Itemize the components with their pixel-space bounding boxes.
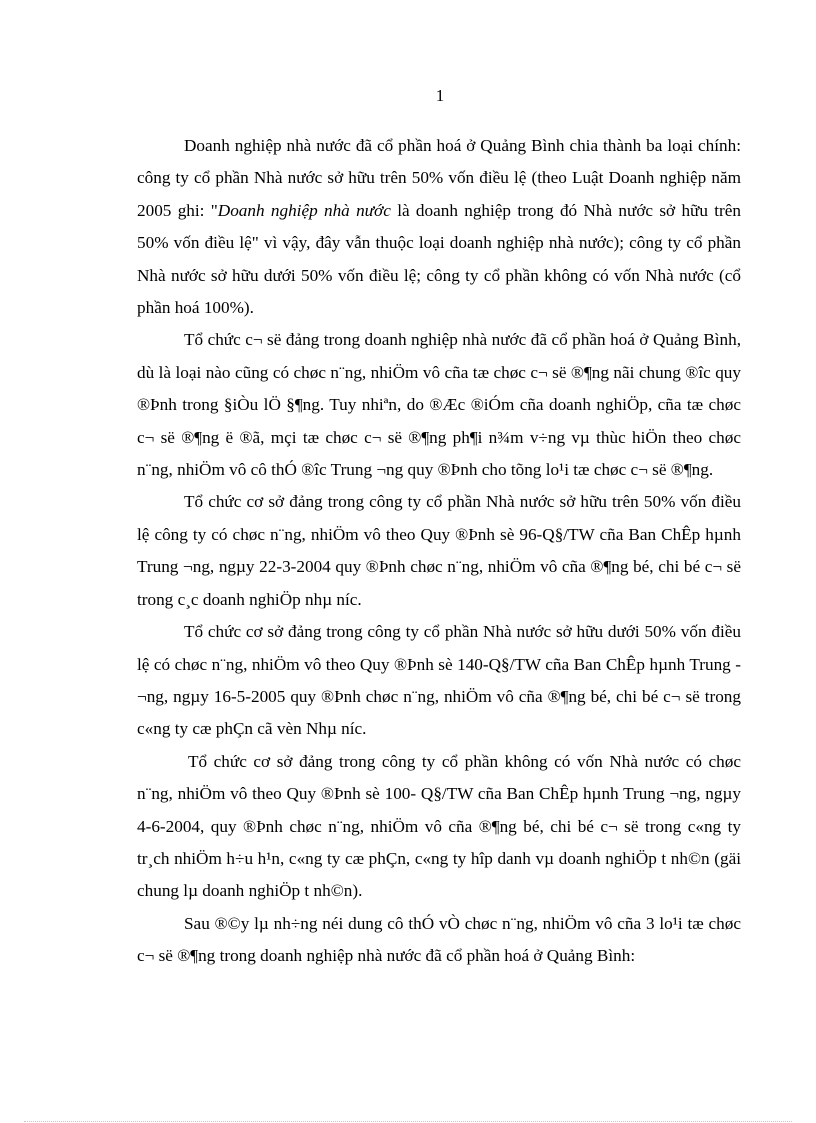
paragraph-1-start: Doanh nghiệp nhà nước đã cổ phần hoá ở Quảng Bình chia thành ba loại chính: công ty cổ phần Nhà nước sở hữu trên 50% vốn điều lệ (theo Luật Doanh nghiệp năm 2005 ghi: " bbox=[137, 136, 741, 220]
paragraph-3: Tổ chức cơ sở đảng trong công ty cổ phần Nhà nước sở hữu trên 50% vốn điều lệ công ty có chøc n¨ng, nhiÖm vô theo Quy ®Þnh sè 96-Q§/TW cña Ban ChÊp hµnh Trung ¬ng, ngµy 22-3-2004 quy ®Þnh chøc n¨ng, nhiÖm vô cña ®¶ng bé, chi bé c¬ së trong c¸c doanh nghiÖp nhµ níc. bbox=[137, 492, 741, 609]
body-text bbox=[137, 130, 741, 973]
page-bottom-divider bbox=[24, 1121, 792, 1122]
paragraph-1-end: là doanh nghiệp trong đó Nhà nước sở hữu trên 50% vốn điều lệ" vì vậy, đây vẫn thuộc loại doanh nghiệp nhà nước); công ty cổ phần Nhà nước sở hữu dưới 50% vốn điều lệ; công ty cổ phần không có vốn Nhà nước (cổ phần hoá 100%). bbox=[137, 200, 742, 318]
paragraph-4: Tổ chức cơ sở đảng trong công ty cổ phần Nhà nước sở hữu dưới 50% vốn điều lệ có chøc n¨ng, nhiÖm vô theo Quy ®Þnh sè 140-Q§/TW cña Ban ChÊp hµnh Trung ¬ng, ngµy 16-5-2005 quy ®Þnh chøc n¨ng, nhiÖm vô cña ®¶ng bé, chi bé c¬ së trong c«ng ty cæ phÇn cã vèn Nhµ níc. bbox=[137, 622, 741, 739]
paragraph-1-italic-term: Doanh nghiệp nhà nước bbox=[217, 200, 391, 220]
paragraph-1 bbox=[137, 130, 741, 324]
paragraph-6: Sau ®©y lµ nh÷ng néi dung cô thÓ vÒ chøc n¨ng, nhiÖm vô cña 3 lo¹i tæ chøc c¬ së ®¶ng trong doanh nghiệp nhà nước đã cổ phần hoá ở Quảng Bình: bbox=[137, 913, 741, 966]
paragraph-2: Tổ chức c¬ së đảng trong doanh nghiệp nhà nước đã cổ phần hoá ở Quảng Bình, dù là loại nào cũng có chøc n¨ng, nhiÖm vô cña tæ chøc c¬ së ®¶ng nãi chung ®îc quy ®Þnh trong §iÒu lÖ §¶ng. Tuy nhiªn, do ®Æc ®iÓm cña doanh nghiÖp, cña tæ chøc c¬ së ®¶ng ë ®ã, mçi tæ chøc c¬ së ®¶ng ph¶i n¾m v÷ng vµ thùc hiÖn theo chøc n¨ng, nhiÖm vô cô thÓ ®îc Trung ¬ng quy ®Þnh cho tõng lo¹i tæ chøc c¬ së ®¶ng. bbox=[137, 330, 741, 480]
page-number: 1 bbox=[435, 86, 445, 105]
paragraph-5: Tổ chức cơ sở đảng trong công ty cổ phần không có vốn Nhà nước có chøc n¨ng, nhiÖm vô theo Quy ®Þnh sè 100- Q§/TW cña Ban ChÊp hµnh Trung ¬ng, ngµy 4-6-2004, quy ®Þnh chøc n¨ng, nhiÖm vô cña ®¶ng bé, chi bé c¬ së trong c«ng ty tr¸ch nhiÖm h÷u h¹n, c«ng ty cæ phÇn, c«ng ty hîp danh vµ doanh nghiÖp t nh©n (gäi chung lµ doanh nghiÖp t nh©n). bbox=[137, 751, 741, 901]
